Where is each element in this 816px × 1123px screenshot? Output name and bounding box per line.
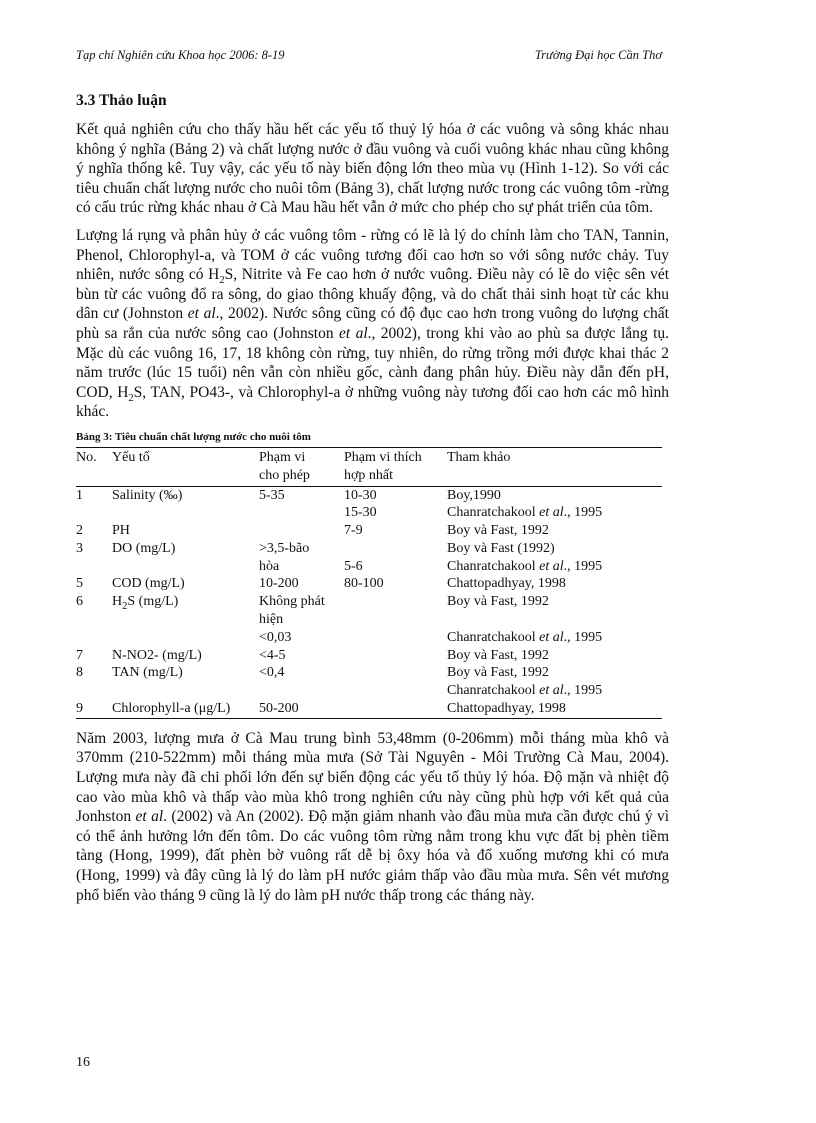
cell-no: 3 (76, 540, 83, 556)
italic-et-al: et al (135, 808, 164, 826)
journal-name: Tạp chí Nghiên cứu Khoa học 2006: 8-19 (76, 48, 285, 62)
paragraph-3 (76, 729, 669, 905)
cell-reference: Boy và Fast (1992) Chanratchakool et al., 1995 (447, 540, 603, 574)
cell-reference: Boy và Fast, 1992 (447, 647, 549, 663)
institution-name: Trường Đại học Cần Thơ (534, 48, 662, 62)
italic-et-al: et al (339, 324, 368, 342)
cell-optimal: 10-30 15-30 (344, 487, 377, 521)
text-run: . (2002) và An (2002). Độ mặn giảm nhanh vào đầu mùa mưa cần được chú ý vì có thể ảnh hưởng lớn đến tôm. Do các vuông tôm rừng nằm trong khu vực đất bị phèn tiềm tàng (Hong, 1999), đất phèn bờ vuông rất dễ bị ôxy hóa và đổ xuống mương khi có mưa (Hong, 1999) và đây cũng là lý do làm pH nước giảm thấp vào đầu mùa mưa. Sên vét mương phổ biến vào tháng 9 cũng là lý do làm pH nước thấp trong các tháng này. (76, 808, 670, 904)
cell-reference: Boy và Fast, 1992 Chanratchakool et al., 1995 (447, 594, 603, 645)
cell-no: 9 (76, 701, 83, 717)
cell-reference: Boy và Fast, 1992 Chanratchakool et al., 1995 (447, 665, 603, 699)
cell-reference: Boy,1990 Chanratchakool et al., 1995 (447, 487, 603, 521)
cell-factor: Salinity (‰) (112, 487, 183, 503)
table-row (76, 593, 662, 646)
cell-factor: Chlorophyll-a (μg/L) (112, 701, 231, 717)
cell-no: 8 (76, 665, 83, 681)
cell-factor: $H_2S$ (mg/L) (112, 594, 179, 613)
header-reference: Tham khảo (447, 449, 511, 465)
header-allowed-range: Phạm vi cho phép (259, 449, 310, 483)
cell-optimal (344, 700, 447, 718)
cell-optimal: 80-100 (344, 576, 384, 592)
cell-allowed: Không phát hiện <0,03 (259, 594, 325, 645)
cell-factor: COD (mg/L) (112, 576, 185, 592)
cell-factor: PH (112, 523, 130, 539)
cell-no: 6 (76, 594, 83, 610)
cell-no: 2 (76, 523, 83, 539)
paragraph-1: Kết quả nghiên cứu cho thấy hầu hết các yếu tố thuỷ lý hóa ở các vuông và sông khác nhau không ý nghĩa (Bảng 2) và chất lượng nước ở đầu vuông và cuối vuông khác nhau cũng không ý nghĩa thống kê. Tuy vậy, các yếu tố này biến động lớn theo mùa vụ (Hình 1-12). So với các tiêu chuẩn chất lượng nước cho nuôi tôm (Bảng 3), chất lượng nước trong các vuông tôm -rừng có cấu trúc rừng khác nhau ở Cà Mau hầu hết vẫn ở mức cho phép cho sự phát triển của tôm. (76, 121, 669, 217)
table-row (76, 700, 662, 718)
paragraph-2 (76, 226, 669, 422)
cell-optimal (344, 647, 447, 665)
cell-optimal (344, 664, 447, 700)
cell-allowed: 5-35 (259, 487, 285, 503)
text-run: Năm 2003, lượng mưa ở Cà Mau trung bình 53,48mm (0-206mm) mỗi tháng mùa khô và 370mm (210-522mm) mỗi tháng mùa mưa (Sở Tài Nguyên - Môi Trường Cà Mau, 2004). Lượng mưa này đã chi phối lớn đến sự biến động các yếu tố thủy lý hóa. Độ mặn và nhiệt độ cao vào mùa khô và thấp vào mùa khô trong nghiên cứu này cũng phù hợp với kết quả của Jonhston (76, 729, 669, 826)
text-run: ., 2002). Nước sông cũng có độ đục cao hơn trong vuông do lượng chất phù sa rắn của nước sông cao (Johnston (76, 305, 669, 342)
cell-optimal: 5-6 (344, 558, 363, 574)
cell-factor: TAN (mg/L) (112, 665, 183, 681)
cell-allowed: 50-200 (259, 701, 299, 717)
cell-reference: Chattopadhyay, 1998 (447, 576, 566, 592)
table-row (76, 522, 662, 540)
cell-factor: N-NO2- (mg/L) (112, 647, 202, 663)
table-row (76, 575, 662, 593)
text-run: S, Nitrite và Fe cao hơn ở nước vuông. Điều này có lẽ do việc sên vét bùn từ các vuông đổ ra sông, do giao thông khuấy động, và do chất thải sinh hoạt từ các khu dân cư (Johnston (76, 266, 669, 323)
page-content (76, 92, 669, 913)
section-heading: 3.3 Thảo luận (76, 92, 167, 109)
table-row (76, 540, 662, 576)
cell-no: 7 (76, 647, 83, 663)
table-header-row (76, 447, 662, 486)
italic-et-al: et al (187, 305, 216, 323)
running-header (76, 48, 662, 66)
subscript: 2 (128, 392, 134, 404)
cell-allowed: >3,5-bão hòa (259, 540, 310, 574)
cell-factor: DO (mg/L) (112, 540, 176, 556)
cell-reference: Boy và Fast, 1992 (447, 523, 549, 539)
cell-allowed: <0,4 (259, 665, 285, 681)
table-row (76, 664, 662, 700)
cell-allowed: <4-5 (259, 647, 286, 663)
cell-no: 1 (76, 487, 83, 503)
header-no: No. (76, 449, 97, 465)
cell-optimal (344, 593, 447, 646)
cell-no: 5 (76, 576, 83, 592)
header-factor: Yếu tố (112, 449, 150, 465)
table-row (76, 486, 662, 522)
subscript: 2 (219, 275, 225, 287)
text-run: Lượng lá rụng và phân hủy ở các vuông tôm - rừng có lẽ là lý do chính làm cho TAN, Tannin, Phenol, Chlorophyl-a, và TOM ở các vuông tương đối cao hơn so với sông nước chảy. Tuy nhiên, nước sông có H (76, 226, 669, 284)
cell-optimal: 7-9 (344, 523, 363, 539)
header-optimal-range: Phạm vi thích hợp nhất (344, 449, 422, 483)
table-caption: Bảng 3: Tiêu chuẩn chất lượng nước cho nuôi tôm (76, 430, 311, 443)
text-run: S, TAN, PO43-, và Chlorophyl-a ở những vuông này tương đối cao hơn các mô hình khác. (76, 383, 670, 421)
text-run: ., 2002), trong khi vào ao phù sa được lắng tụ. Mặc dù các vuông 16, 17, 18 không còn rừng, tuy nhiên, do rừng trồng mới được khai thác 2 năm trước (lúc 15 tuổi) nên vẫn còn nhiều gốc, cành đang phân hủy. Điều này dẫn đến pH, COD, H (76, 324, 670, 401)
page-number: 16 (76, 1055, 90, 1070)
cell-reference: Chattopadhyay, 1998 (447, 701, 566, 717)
table-row (76, 647, 662, 665)
water-quality-standards-table (76, 447, 662, 719)
cell-allowed (259, 522, 344, 540)
cell-allowed: 10-200 (259, 576, 299, 592)
